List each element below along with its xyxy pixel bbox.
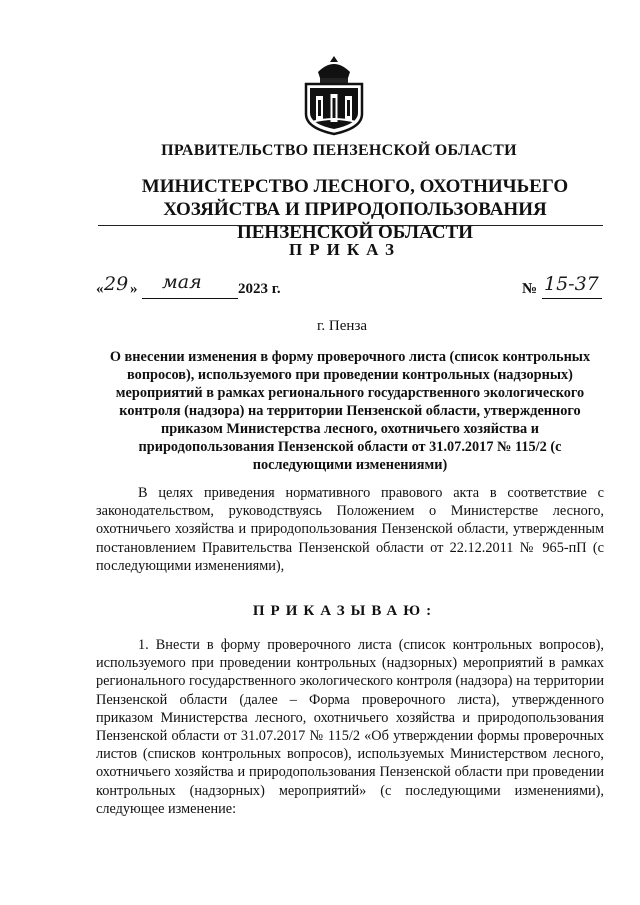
date-open-quote: « <box>96 281 104 297</box>
item-1-paragraph: 1. Внести в форму проверочного листа (список контрольных вопросов), используемого при проведении контрольных (надзорных) мероприятий в рамках регионального государственного экологического контроля (надзора) на территории Пензенской области (далее – Форма проверочного листа), утвержденного приказом Министерства лесного, охотничьего хозяйства и природопользования Пензенской области от 31.07.2017 № 115/2 «Об утверждении формы проверочных листов (списков контрольных вопросов), используемых Министерством лесного, охотничьего хозяйства и природопользования Пензенской области при проведении контрольных (надзорных) мероприятий» (с последующими изменениями), следующее изменение: <box>96 637 604 817</box>
date-number-line <box>96 271 606 305</box>
number-underline <box>542 298 602 299</box>
coat-of-arms-emblem <box>300 52 368 136</box>
number-label: № <box>522 281 538 297</box>
order-number: 15-37 <box>544 273 599 295</box>
date-close-quote: » <box>130 281 138 297</box>
date-day: 29 <box>104 273 129 295</box>
order-word: ПРИКАЗЫВАЮ: <box>252 603 438 619</box>
document-type: ПРИКАЗ <box>289 240 401 259</box>
month-underline <box>142 298 238 299</box>
city: г. Пенза <box>316 318 368 334</box>
preamble-paragraph: В целях приведения нормативного правового акта в соответствие с законодательством, руководствуясь Положением о Министерстве лесного, охотничьего хозяйства и природопользования Пензенской области, утвержденным постановлением Правительства Пензенской области от 22.12.2011 № 965-пП (с последующими изменениями), <box>96 485 604 574</box>
header-divider <box>98 225 603 226</box>
date-year: 2023 г. <box>238 281 281 297</box>
date-month: мая <box>162 271 202 293</box>
order-subject: О внесении изменения в форму проверочного листа (список контрольных вопросов), используемого при проведении контрольных (надзорных) мероприятий в рамках регионального государственного экологического контроля (надзора) на территории Пензенской области, утвержденного приказом Министерства лесного, охотничьего хозяйства и природопользования Пензенской области от 31.07.2017 № 115/2 (с последующими изменениями) <box>109 349 591 473</box>
ministry-header: МИНИСТЕРСТВО ЛЕСНОГО, ОХОТНИЧЬЕГО ХОЗЯЙСТВА И ПРИРОДОПОЛЬЗОВАНИЯ ПЕНЗЕНСКОЙ ОБЛАСТИ <box>141 176 569 243</box>
government-header: ПРАВИТЕЛЬСТВО ПЕНЗЕНСКОЙ ОБЛАСТИ <box>161 142 517 159</box>
